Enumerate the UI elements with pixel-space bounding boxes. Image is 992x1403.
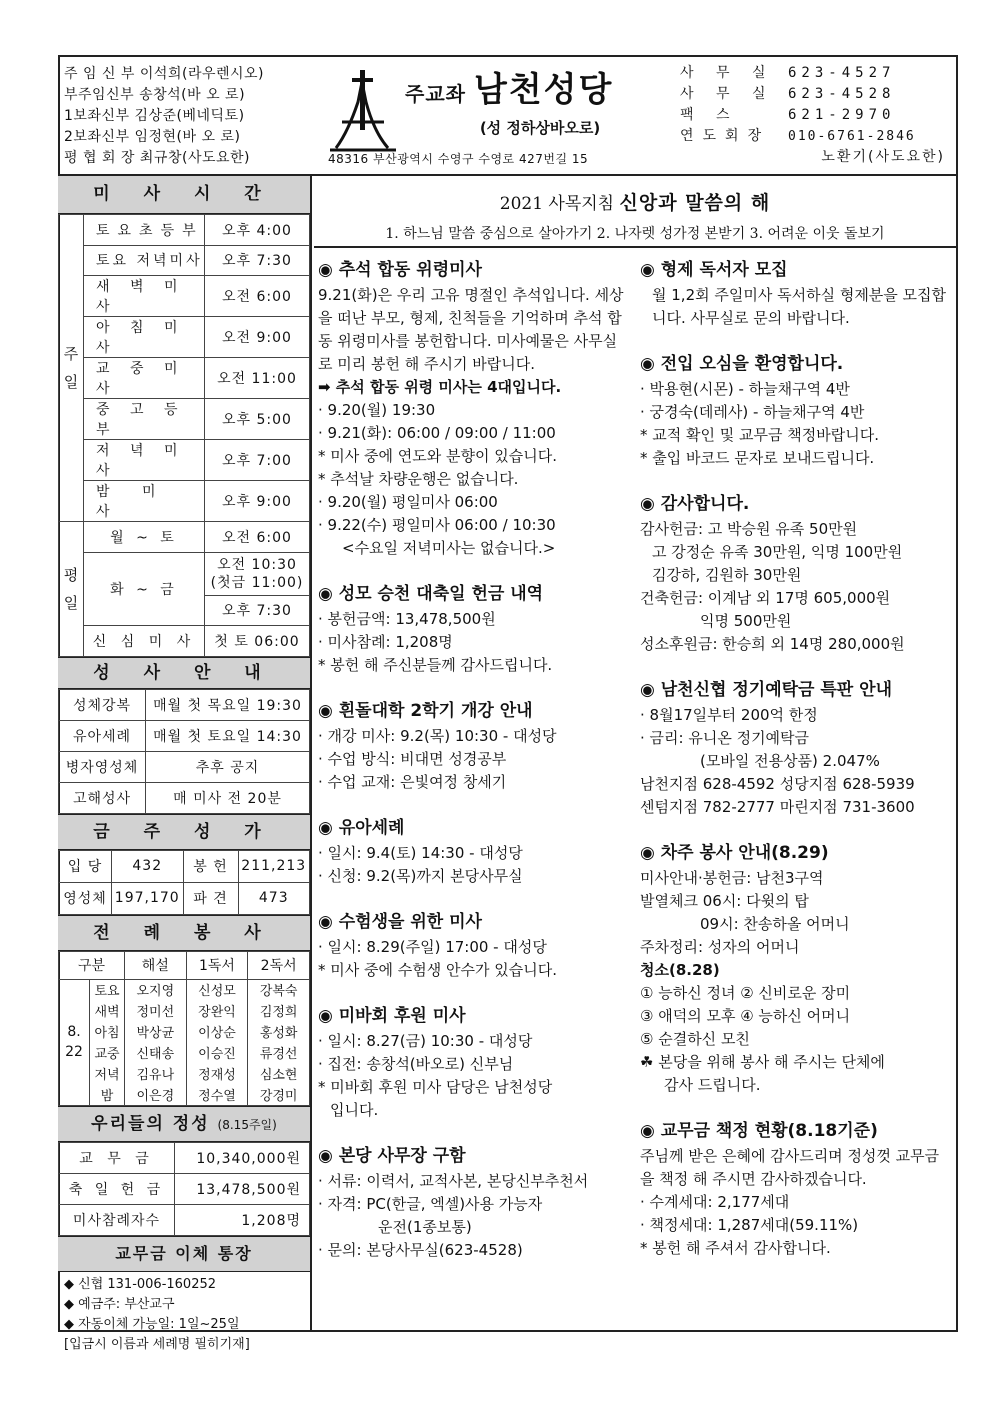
notice-line: 감사헌금: 고 박승원 유족 50만원 [640, 520, 858, 538]
table-row: 아침 박상균 이상순 홍성화 [59, 1021, 310, 1042]
notice-line: ③ 애덕의 모후 ④ 능하신 어머니 [640, 1007, 851, 1025]
notice-line: · 9.21(화): 06:00 / 09:00 / 11:00 [318, 424, 556, 442]
table-row: 저녁 김유나 정재성 심소현 [59, 1063, 310, 1084]
parish-title [405, 62, 675, 138]
notice-title: ◉ 본당 사무장 구함 [318, 1146, 466, 1166]
motto-points: 1. 하느님 말씀 중심으로 살아가기 2. 나자렛 성가정 본받기 3. 어려운 이웃 돌보기 [385, 226, 885, 242]
table-row: 미사참례자수 1,208명 [59, 1204, 310, 1235]
table-row: 구분 해설 1독서 2독서 [59, 951, 310, 979]
notice-line: · 9.22(수) 평일미사 06:00 / 10:30 [318, 516, 556, 534]
liturgy-title: 전 례 봉 사 [58, 915, 310, 951]
notice-line: * 미바회 후원 미사 담당은 남천성당 [318, 1078, 553, 1096]
articles-left [318, 258, 628, 1284]
table-row: 아 침 미 사 오전 9:00 [59, 317, 310, 358]
parish-address: 48316 부산광역시 수영구 수영로 427번길 15 [328, 152, 589, 166]
notice-line: 감사 드립니다. [664, 1076, 761, 1094]
staff-row: 평 협 회 장 최규창(사도요한) [64, 150, 250, 166]
notice-title: ◉ 교무금 책정 현황(8.18기준) [640, 1121, 878, 1141]
bank-info: ◆ 신협 131-006-160252 ◆ 예금주: 부산교구 ◆ 자동이체 가능일: 1일~25일 [입금시 이름과 세례명 필히기재] [64, 1276, 250, 1352]
mass-title: 미 사 시 간 [58, 176, 310, 214]
sacrament-table [58, 689, 310, 814]
notice-line: · 일시: 8.29(주일) 17:00 - 대성당 [318, 938, 547, 956]
gift-title: 금 주 성 가 [58, 814, 310, 850]
notice-article [318, 582, 628, 677]
notice-line: * 미사 중에 연도와 분향이 있습니다. [318, 447, 557, 465]
sunday-label: 주 일 [59, 215, 84, 522]
table-row: 고해성사 매 미사 전 20분 [59, 782, 310, 813]
table-row: 교 중 미 사 오전 11:00 [59, 358, 310, 399]
table-row: 토요 저녁미사 오후 7:30 [59, 245, 310, 276]
notice-title: ◉ 남천신협 정기예탁금 특판 안내 [640, 680, 892, 700]
table-row: 8. 22 토요 오지영 신성모 강복숙 [59, 979, 310, 1000]
staff-row: 1보좌신부 김상준(베네딕토) [64, 108, 245, 124]
table-row: 유아세례 매월 첫 토요일 14:30 [59, 720, 310, 751]
contact-list [680, 63, 945, 168]
bank-title: 교무금 이체 통장 [58, 1236, 310, 1272]
notice-line: · 서류: 이력서, 교적사본, 본당신부추천서 [318, 1172, 589, 1190]
notice-line: 09시: 찬송하올 어머니 [700, 915, 850, 933]
notice-line: · 문의: 본당사무실(623-4528) [318, 1241, 523, 1259]
table-row: 밤 이은경 정수열 강경미 [59, 1084, 310, 1105]
motto-title: 2021 사목지침 신앙과 말씀의 해 [499, 192, 771, 214]
notice-line: · 8월17일부터 200억 한정 [640, 706, 818, 724]
notice-title: ◉ 미바회 후원 미사 [318, 1006, 466, 1026]
articles-right [640, 258, 950, 1282]
contact-row: 연도회장 010-6761-2846 [680, 128, 916, 144]
notice-line: · 수업 방식: 비대면 성경공부 [318, 750, 507, 768]
sacrament-title: 성 사 안 내 [58, 657, 310, 689]
notice-line: 운전(1종보통) [378, 1218, 472, 1236]
notice-line: 주차정리: 성자의 어머니 [640, 938, 800, 956]
notice-line: · 수계세대: 2,177세대 [640, 1193, 790, 1211]
weekday-label: 평 일 [59, 522, 84, 657]
notice-line: · 박용현(시몬) - 하늘채구역 4반 [640, 380, 850, 398]
motto-box [314, 180, 956, 248]
offering-title: 우리들의 정성 (8.15주일) [58, 1106, 310, 1142]
table-row: 병자영성체 추후 공지 [59, 751, 310, 782]
notice-article [318, 1004, 628, 1122]
table-row: 성체강복 매월 첫 목요일 19:30 [59, 689, 310, 720]
notice-title: ◉ 차주 봉사 안내(8.29) [640, 843, 829, 863]
notice-title: ◉ 전입 오심을 환영합니다. [640, 354, 844, 374]
notice-line: * 봉헌 해 주셔서 감사합니다. [640, 1239, 831, 1257]
notice-article [318, 910, 628, 982]
hymn-table [58, 850, 310, 915]
notice-line: · 자격: PC(한글, 엑셀)사용 가능자 [318, 1195, 543, 1213]
mass-table [58, 214, 310, 657]
table-row: 중 고 등 부 오후 5:00 [59, 399, 310, 440]
notice-line: ➡ 추석 합동 위령 미사는 4대입니다. [318, 378, 562, 396]
table-row: 화 ~ 금 오전 10:30 (첫금 11:00) [59, 552, 310, 595]
offering-table [58, 1142, 310, 1236]
notice-title: ◉ 유아세례 [318, 818, 405, 838]
notice-line: · 9.20(월) 19:30 [318, 401, 436, 419]
notice-title: ◉ 감사합니다. [640, 494, 750, 514]
notice-line: · 9.20(월) 평일미사 06:00 [318, 493, 498, 511]
notice-line: ① 능하신 정녀 ② 신비로운 장미 [640, 984, 851, 1002]
notice-title: ◉ 성모 승천 대축일 헌금 내역 [318, 584, 544, 604]
table-row: 주 일 토요초등부 오후 4:00 [59, 215, 310, 246]
notice-line: · 일시: 9.4(토) 14:30 - 대성당 [318, 844, 523, 862]
notice-line: * 출입 바코드 문자로 보내드립니다. [640, 449, 875, 467]
notice-article [640, 1119, 950, 1260]
notice-line: · 궁경숙(데레사) - 하늘채구역 4반 [640, 403, 865, 421]
notice-line: * 추석날 차량운행은 없습니다. [318, 470, 519, 488]
notice-article [318, 258, 628, 560]
contact-row: 사 무 실 623-4527 [680, 65, 896, 81]
notice-title: ◉ 형제 독서자 모집 [640, 260, 788, 280]
table-row: 교 무 금 10,340,000원 [59, 1142, 310, 1173]
notice-article [640, 678, 950, 819]
contact-row: 팩 스 621-2970 [680, 107, 896, 123]
table-row: 교중 신태송 이승진 류경선 [59, 1042, 310, 1063]
table-row: 평 일 월 ~ 토 오전 6:00 [59, 522, 310, 553]
table-row: 저 녁 미 사 오후 7:00 [59, 440, 310, 481]
notice-article [318, 816, 628, 888]
notice-line: · 수업 교재: 은빛여정 창세기 [318, 773, 507, 791]
staff-row: 부주임신부 송창석(바 오 로) [64, 87, 246, 103]
table-row: 축 일 헌 금 13,478,500원 [59, 1173, 310, 1204]
notice-line: · 금리: 유니온 정기예탁금 [640, 729, 810, 747]
notice-line: <수요일 저녁미사는 없습니다.> [342, 539, 556, 557]
table-row: 밤 미 사 오후 9:00 [59, 481, 310, 522]
table-row: 새벽 정미선 장완익 김정희 [59, 1000, 310, 1021]
contact-row: 사 무 실 623-4528 [680, 86, 896, 102]
notice-line: 고 강정순 유족 30만원, 익명 100만원 [652, 543, 903, 561]
notice-line: · 일시: 8.27(금) 10:30 - 대성당 [318, 1032, 533, 1050]
notice-line: * 교적 확인 및 교무금 책정바랍니다. [640, 426, 879, 444]
staff-list [64, 64, 264, 169]
notice-line: · 개강 미사: 9.2(목) 10:30 - 대성당 [318, 727, 557, 745]
notice-line: · 집전: 송창석(바오로) 신부님 [318, 1055, 514, 1073]
notice-line: 미사안내·봉헌금: 남천3구역 [640, 869, 824, 887]
notice-line: 청소(8.28) [640, 961, 720, 979]
notice-line: * 봉헌 해 주신분들께 감사드립니다. [318, 656, 553, 674]
notice-title: ◉ 수험생을 위한 미사 [318, 912, 482, 932]
table-row: 영성체 197,170 파 견 473 [59, 882, 310, 914]
notice-line: 입니다. [330, 1101, 379, 1119]
staff-row: 주 임 신 부 이석희(라우렌시오) [64, 66, 265, 82]
notice-line: 건축헌금: 이계남 외 17명 605,000원 [640, 589, 891, 607]
notice-article [640, 492, 950, 656]
parish-patron: (성 정하상바오로) [479, 119, 601, 137]
notice-line: 센텀지점 782-2777 마린지점 731-3600 [640, 798, 915, 816]
notice-article [640, 258, 950, 330]
notice-line: ☘ 본당을 위해 봉사 해 주시는 단체에 [640, 1053, 885, 1071]
notice-line: 성소후원금: 한승희 외 14명 280,000원 [640, 635, 905, 653]
staff-row: 2보좌신부 임정현(바 오 로) [64, 129, 241, 145]
notice-line: · 책정세대: 1,287세대(59.11%) [640, 1216, 859, 1234]
notice-line: · 신청: 9.2(목)까지 본당사무실 [318, 867, 523, 885]
notice-line: 김강하, 김원하 30만원 [652, 566, 802, 584]
notice-line: 남천지점 628-4592 성당지점 628-5939 [640, 775, 915, 793]
notice-line: (모바일 전용상품) 2.047% [700, 752, 880, 770]
sidebar [58, 176, 312, 1352]
parish-prefix: 주교좌 [405, 82, 466, 106]
table-row: 신 심 미 사 첫 토 06:00 [59, 626, 310, 657]
notice-article [318, 1144, 628, 1262]
table-row: 새 벽 미 사 오전 6:00 [59, 276, 310, 317]
liturgy-table [58, 951, 310, 1106]
notice-line: · 봉헌금액: 13,478,500원 [318, 610, 496, 628]
notice-line: 9.21(화)은 우리 고유 명절인 추석입니다. 세상을 떠난 부모, 형제, 친척들을 기억하며 추석 합동 위령미사를 봉헌합니다. 미사예물은 사무실로 미리 봉헌 해 주시기 바랍니다. [318, 286, 624, 373]
table-row: 입 당 432 봉 헌 211,213 [59, 850, 310, 882]
notice-line: 월 1,2회 주일미사 독서하실 형제분을 모집합니다. 사무실로 문의 바랍니다. [652, 286, 947, 327]
notice-line: 주님께 받은 은혜에 감사드리며 정성껏 교무금을 책정 해 주시면 감사하겠습니다. [640, 1147, 940, 1188]
notice-line: · 미사참례: 1,208명 [318, 633, 453, 651]
notice-title: ◉ 흰돌대학 2학기 개강 안내 [318, 701, 533, 721]
table-row: 오후 7:30 [59, 595, 310, 626]
notice-line: 발열체크 06시: 다윗의 탑 [640, 892, 809, 910]
contact-person-row: 노환기(사도요한) [821, 149, 945, 165]
notice-line: ⑤ 순결하신 모친 [640, 1030, 750, 1048]
notice-article [640, 352, 950, 470]
notice-line: * 미사 중에 수험생 안수가 있습니다. [318, 961, 557, 979]
notice-article [640, 841, 950, 1097]
parish-name: 남천성당 [473, 70, 614, 110]
parish-logo-icon [328, 62, 398, 152]
notice-article [318, 699, 628, 794]
notice-line: 익명 500만원 [700, 612, 792, 630]
notice-title: ◉ 추석 합동 위령미사 [318, 260, 482, 280]
